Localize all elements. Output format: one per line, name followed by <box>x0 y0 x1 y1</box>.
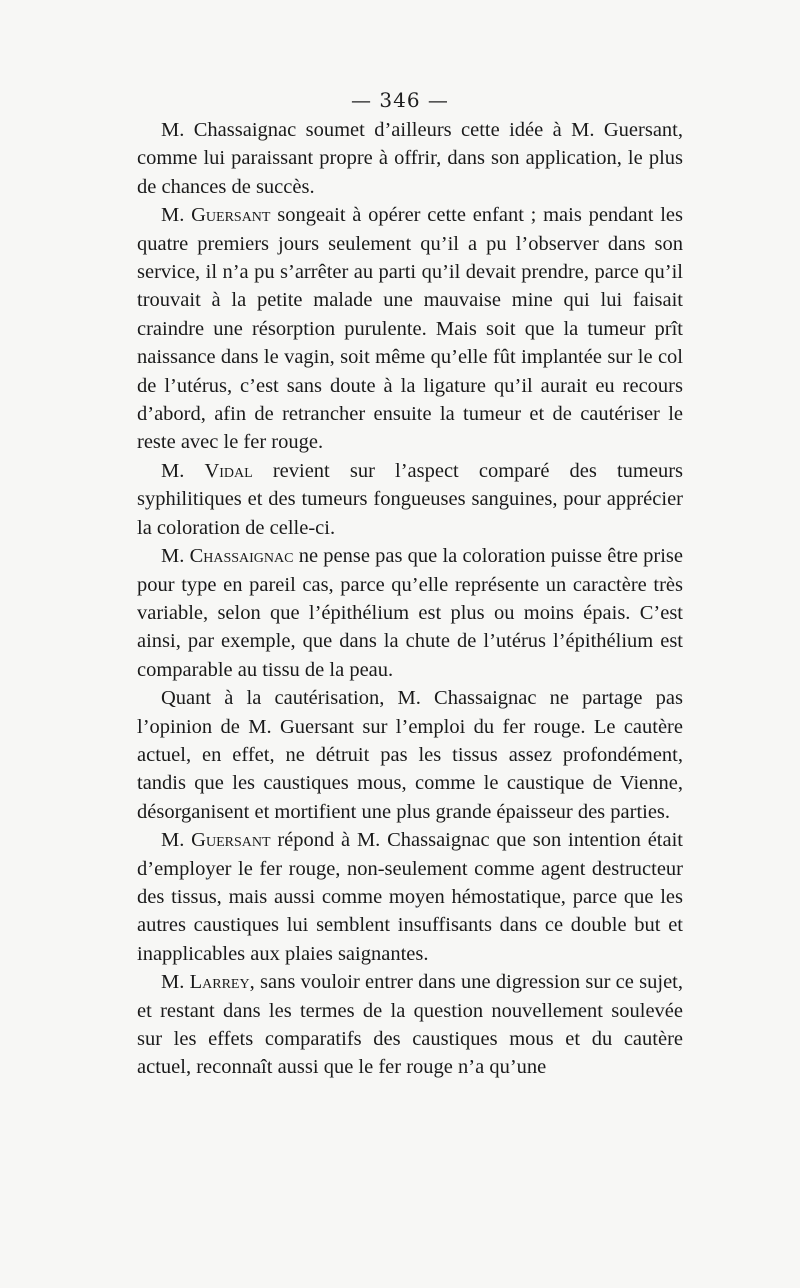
speaker-name: Larrey <box>189 971 250 994</box>
paragraph-5: Quant à la cautérisation, M. Chassaignac ne partage pas l’opinion de M. Guersant sur l’emploi du fer rouge. Le cautère actuel, en effet, ne détruit pas les tissus assez profondément, tandis que les caustiques mous, comme le caustique de Vienne, désorganisent et mortifient une plus grande épaisseur des parties. <box>137 687 683 823</box>
paragraph-lead: M. <box>161 971 190 994</box>
paragraph-rest: songeait à opérer cette enfant ; mais pendant les quatre premiers jours seulement qu’il a pu l’observer dans son service, il n’a pu s’arrêter au parti qu’il devait prendre, parce qu’il trouvait à la petite malade une mauvaise mine qui lui faisait craindre une résorption purulente. Mais soit que la tumeur prît naissance dans le vagin, soit même qu’elle fût implantée sur le col de l’utérus, c’est sans doute à la ligature qu’il aurait eu recours d’abord, afin de retrancher ensuite la tumeur et de cautériser le reste avec le fer rouge. <box>137 204 683 454</box>
paragraph-lead: M. <box>161 829 192 852</box>
paragraph-rest: revient sur l’aspect comparé des tumeurs syphilitiques et des tumeurs fongueuses sanguines, pour apprécier la coloration de celle-ci. <box>137 459 684 539</box>
speaker-name: Guersant <box>191 829 271 852</box>
speaker-name: Guersant <box>191 204 271 227</box>
paragraph-4 <box>137 542 683 684</box>
speaker-name: Chassaignac <box>189 545 294 568</box>
paragraph-rest: ne pense pas que la coloration puisse être prise pour type en pareil cas, parce qu’elle représente un caractère très variable, selon que l’épithélium est plus ou moins épais. C’est ainsi, par exemple, que dans la chute de l’utérus l’épithélium est comparable au tissu de la peau. <box>137 545 683 681</box>
paragraph-rest: répond à M. Chassaignac que son intention était d’employer le fer rouge, non-seulement comme agent destructeur des tissus, mais aussi comme moyen hémostatique, parce que les autres caustiques lui semblent insuffisants dans ce double but et inapplicables aux plaies saignantes. <box>137 829 683 965</box>
paragraph-lead: M. <box>161 459 205 482</box>
paragraph-2 <box>137 201 683 457</box>
speaker-name: Vidal <box>204 459 253 482</box>
paragraph-7 <box>137 968 683 1082</box>
paragraph-lead: M. <box>161 545 190 568</box>
paragraph-3 <box>137 457 683 542</box>
page-number: — 346 — <box>351 88 449 112</box>
paragraph-6 <box>137 826 683 968</box>
paragraph-rest: , sans vouloir entrer dans une digression sur ce sujet, et restant dans les termes de la question nouvellement soulevée sur les effets comparatifs des caustiques mous et du cautère actuel, reconnaît aussi que le fer rouge n’a qu’une <box>137 971 683 1079</box>
paragraph-lead: M. <box>161 204 192 227</box>
paragraph-1: M. Chassaignac soumet d’ailleurs cette idée à M. Guersant, comme lui paraissant propre à offrir, dans son application, le plus de chances de succès. <box>137 119 683 198</box>
body-text <box>137 116 683 1082</box>
